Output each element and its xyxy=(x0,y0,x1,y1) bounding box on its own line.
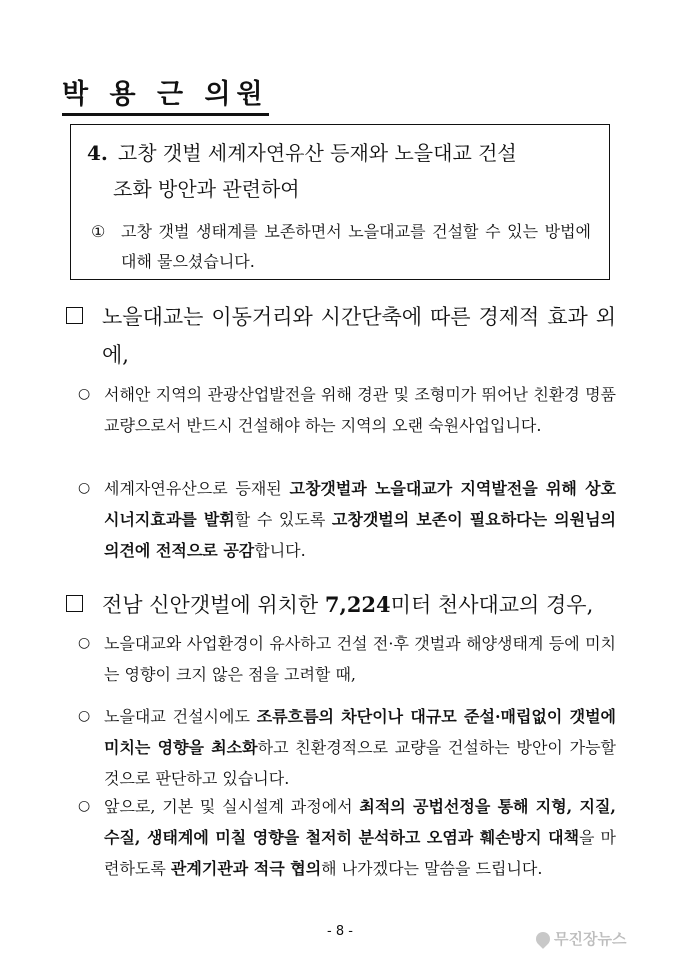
plain-text: 을 마련하도록 xyxy=(104,828,616,878)
list-item xyxy=(78,701,616,794)
section-1-heading xyxy=(66,298,616,374)
plain-text: 전남 신안갯벌에 위치한 xyxy=(102,593,325,617)
emphasis-text: 조류흐름의 차단이나 대규모 준설·매립없이 갯벌에 미치는 영향을 최소화 xyxy=(104,707,617,757)
circle-bullet-icon: ○ xyxy=(78,708,91,724)
list-item-text xyxy=(78,473,616,566)
plain-text: 세계자연유산으로 등재된 xyxy=(104,479,290,498)
circle-bullet-icon: ○ xyxy=(78,386,91,402)
circled-one-marker: ① xyxy=(91,222,106,241)
emphasis-text: 7,224 xyxy=(324,592,391,617)
emphasis-text: 최적의 공법선정을 통해 지형, 지질, 수질, 생태계에 미칠 영향을 철저히 분석하고 오염과 훼손방지 대책 xyxy=(104,797,616,847)
section-2-heading-text xyxy=(66,586,616,624)
checkbox-square-icon xyxy=(66,595,83,612)
question-heading-line1: 고창 갯벌 세계자연유산 등재와 노을대교 건설 xyxy=(117,141,517,165)
page-title: 박 용 근 의원 xyxy=(62,72,269,116)
question-heading xyxy=(87,135,599,207)
watermark xyxy=(536,928,626,949)
question-subitem-text: 고창 갯벌 생태계를 보존하면서 노을대교를 건설할 수 있는 방법에 대해 물으셨습니다. xyxy=(121,222,591,271)
page-number: - 8 - xyxy=(327,924,353,939)
list-item xyxy=(78,473,616,566)
emphasis-text: 고창갯벌의 보존이 필요하다는 의원님의 의견에 전적으로 공감 xyxy=(104,510,616,560)
plain-text: 할 수 있도록 xyxy=(234,510,332,529)
list-item xyxy=(78,379,616,441)
list-item-text: 노을대교와 사업환경이 유사하고 건설 전·후 갯벌과 해양생태계 등에 미치는 영향이 크지 않은 점을 고려할 때, xyxy=(104,634,616,684)
question-heading-line2: 조화 방안과 관련하여 xyxy=(113,177,300,201)
question-number: 4. xyxy=(87,141,108,165)
list-item-text: 서해안 지역의 관광산업발전을 위해 경관 및 조형미가 뛰어난 친환경 명품교량으로서 반드시 건설해야 하는 지역의 오랜 숙원사업입니다. xyxy=(104,385,616,435)
watermark-text: 무진장뉴스 xyxy=(554,930,627,948)
plain-text: 미터 천사대교의 경우, xyxy=(390,593,594,617)
emphasis-text: 관계기관과 적극 협의 xyxy=(170,859,322,878)
plain-text: 하고 친환경적으로 교량을 건설하는 방안이 가능할 것으로 판단하고 있습니다. xyxy=(104,738,616,788)
plain-text: 노을대교 건설시에도 xyxy=(104,707,257,726)
plain-text: 해 나가겠다는 말씀을 드립니다. xyxy=(321,859,543,878)
list-item-text xyxy=(78,791,616,884)
list-item xyxy=(78,791,616,884)
logo-drop-icon xyxy=(533,929,553,949)
circle-bullet-icon: ○ xyxy=(78,635,91,651)
circle-bullet-icon: ○ xyxy=(78,480,91,496)
plain-text: 합니다. xyxy=(254,541,306,560)
plain-text: 앞으로, 기본 및 실시설계 과정에서 xyxy=(104,797,360,816)
list-item xyxy=(78,628,616,690)
checkbox-square-icon xyxy=(66,307,83,324)
section-2-heading xyxy=(66,586,616,624)
circle-bullet-icon: ○ xyxy=(78,798,91,814)
emphasis-text: 고창갯벌과 노을대교가 지역발전을 위해 상호 시너지효과를 발휘 xyxy=(104,479,616,529)
question-box xyxy=(70,124,610,280)
section-1-heading-text: 노을대교는 이동거리와 시간단축에 따른 경제적 효과 외에, xyxy=(102,305,616,367)
question-subitem xyxy=(91,217,591,277)
list-item-text xyxy=(78,701,616,794)
